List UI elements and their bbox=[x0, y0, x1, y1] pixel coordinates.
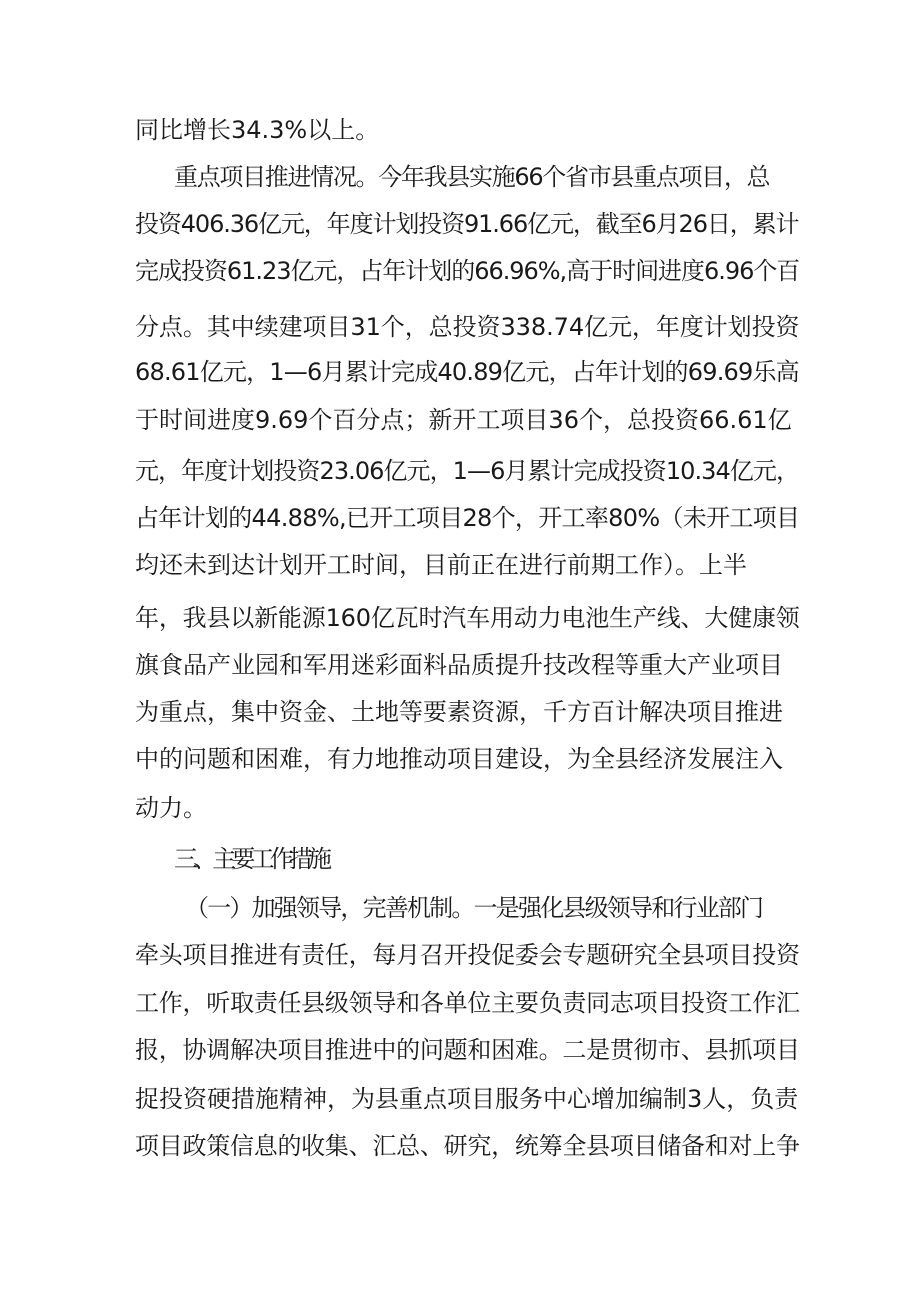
section-heading: 三、主要工作措施 bbox=[174, 845, 328, 873]
text-line-13: 为重点，集中资金、土地等要素资源，千方百计解决项目推进 bbox=[135, 698, 783, 726]
text-line-21: 捉投资硬措施精神，为县重点项目服务中心增加编制3人，负责 bbox=[135, 1085, 799, 1113]
text-line-7: 于时间进度9.69个百分点；新开工项目36个，总投资66.61亿 bbox=[135, 406, 792, 434]
text-line-5: 分点。其中续建项目31个，总投资338.74亿元，年度计划投资 bbox=[135, 313, 800, 341]
text-line-20: 报，协调解决项目推进中的问题和困难。二是贯彻市、县抓项目 bbox=[135, 1036, 800, 1064]
text-line-10: 均还未到达计划开工时间，目前正在进行前期工作）。上半 bbox=[135, 551, 747, 579]
text-line-14: 中的问题和困难，有力地推动项目建设，为全县经济发展注入 bbox=[135, 745, 783, 773]
text-line-11: 年，我县以新能源160亿瓦时汽车用动力电池生产线、大健康领 bbox=[135, 604, 800, 632]
text-line-3: 投资406.36亿元，年度计划投资91.66亿元，截至6月26日，累计 bbox=[135, 210, 799, 238]
text-line-18: 牵头项目推进有责任，每月召开投促委会专题研究全县项目投资 bbox=[135, 941, 800, 969]
text-line-15: 动力。 bbox=[135, 794, 207, 822]
text-line-12: 旗食品产业园和军用迷彩面料品质提升技改程等重大产业项目 bbox=[135, 651, 783, 679]
text-line-9: 占年计划的44.88%,已开工项目28个，开工率80%（未开工项目 bbox=[135, 504, 800, 532]
text-line-4: 完成投资61.23亿元，占年计划的66.96%,高于时间进度6.96个百 bbox=[135, 257, 800, 285]
text-line-17: （一）加强领导，完善机制。一是强化县级领导和行业部门 bbox=[185, 894, 763, 922]
text-line-6: 68.61亿元，1—6月累计完成40.89亿元，占年计划的69.69乐高 bbox=[135, 358, 799, 386]
text-line-1: 同比增长34.3%以上。 bbox=[135, 116, 380, 144]
text-line-8: 元，年度计划投资23.06亿元，1—6月累计完成投资10.34亿元， bbox=[135, 457, 800, 485]
text-line-2: 重点项目推进情况。今年我县实施66个省市县重点项目，总 bbox=[174, 163, 770, 191]
text-line-19: 工作，听取责任县级领导和各单位主要负责同志项目投资工作汇 bbox=[135, 989, 800, 1017]
text-line-22: 项目政策信息的收集、汇总、研究，统筹全县项目储备和对上争 bbox=[135, 1132, 800, 1160]
